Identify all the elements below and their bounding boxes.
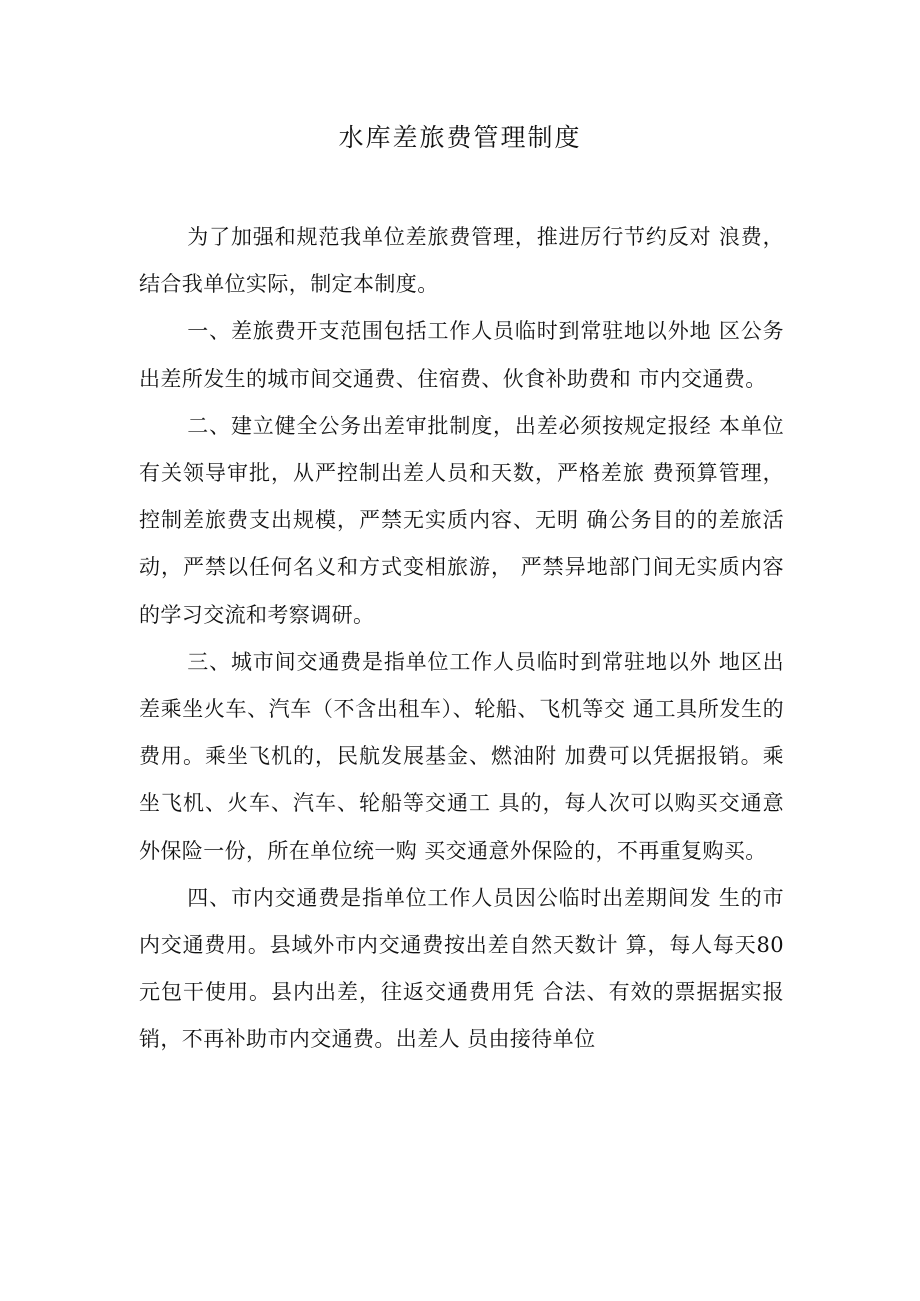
paragraph-intercity-transport: 三、城市间交通费是指单位工作人员临时到常驻地以外 地区出差乘坐火车、汽车（不含出租车）、轮船、飞机等交 通工具所发生的费用。乘坐飞机的，民航发展基金、燃油附 加费可以凭据报销。乘坐飞机、火车、汽车、轮船等交通工 具的，每人次可以购买交通意外保险一份，所在单位统一购 买交通意外保险的，不再重复购买。 bbox=[139, 649, 784, 863]
paragraph-approval: 二、建立健全公务出差审批制度，出差必须按规定报经 本单位有关领导审批，从严控制出差人员和天数，严格差旅 费预算管理，控制差旅费支出规模，严禁无实质内容、无明 确公务目的的差旅活动，严禁以任何名义和方式变相旅游， 严禁异地部门间无实质内容的学习交流和考察调研。 bbox=[139, 413, 784, 627]
document-body bbox=[139, 214, 784, 1064]
paragraph-intro: 为了加强和规范我单位差旅费管理，推进厉行节约反对 浪费，结合我单位实际，制定本制度。 bbox=[139, 225, 784, 297]
paragraph-scope: 一、差旅费开支范围包括工作人员临时到常驻地以外地 区公务出差所发生的城市间交通费、住宿费、伙食补助费和 市内交通费。 bbox=[139, 319, 784, 391]
paragraph-local-transport: 四、市内交通费是指单位工作人员因公临时出差期间发 生的市内交通费用。县域外市内交通费按出差自然天数计 算，每人每天80元包干使用。县内出差，往返交通费用凭 合法、有效的票据据实报销，不再补助市内交通费。出差人 员由接待单位 bbox=[139, 885, 784, 1052]
document-title: 水库差旅费管理制度 bbox=[338, 123, 582, 152]
